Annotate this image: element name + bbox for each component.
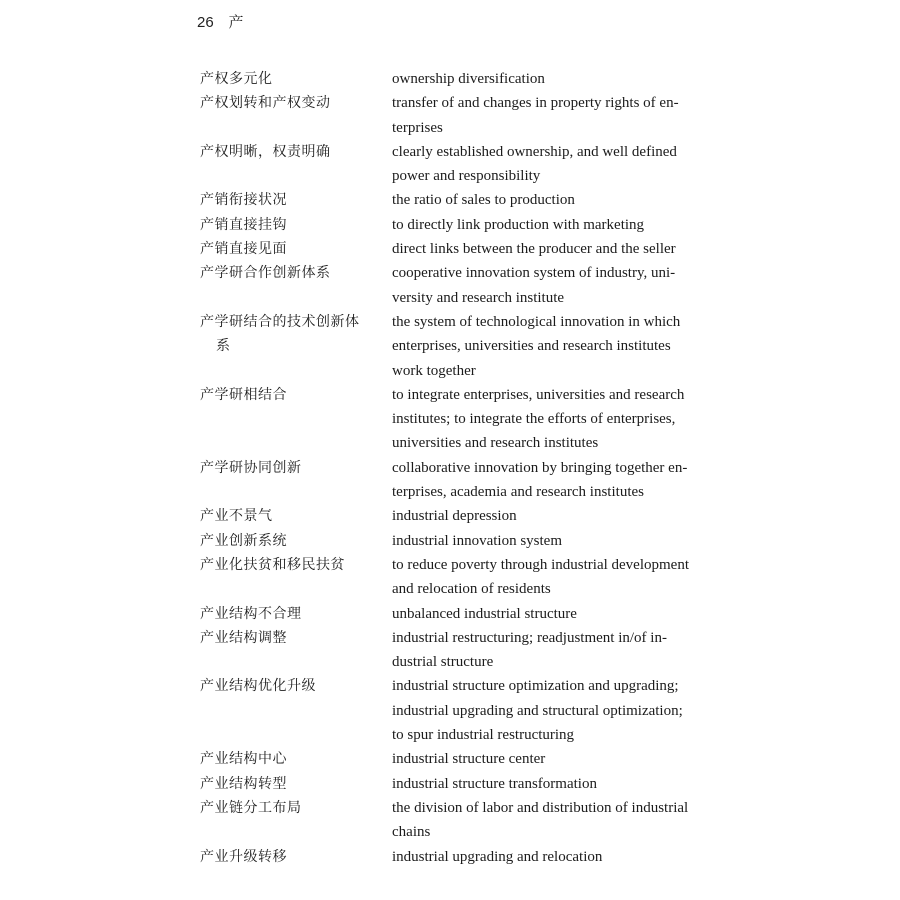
chinese-term	[197, 261, 392, 310]
definition-line: terprises, academia and research institutes	[392, 484, 644, 501]
page-number: 26	[197, 14, 214, 31]
glossary-entry	[197, 310, 727, 383]
english-definition	[392, 674, 727, 747]
glossary-entry	[197, 845, 727, 869]
definition-line: terprises	[392, 119, 443, 136]
english-definition	[392, 504, 727, 528]
definition-line: transfer of and changes in property rights of en-	[392, 95, 679, 112]
definition-line: versity and research institute	[392, 289, 565, 306]
chinese-term	[197, 626, 392, 675]
english-definition	[392, 188, 727, 212]
chinese-term-line: 产业结构不合理	[200, 605, 302, 622]
definition-line: industrial structure optimization and upgrading;	[392, 678, 679, 695]
glossary-entry	[197, 504, 727, 528]
chinese-term	[197, 67, 392, 91]
english-definition	[392, 796, 727, 845]
english-definition	[392, 261, 727, 310]
definition-line: industrial innovation system	[392, 532, 562, 549]
english-definition	[392, 602, 727, 626]
chinese-term	[197, 310, 392, 383]
definition-line: the ratio of sales to production	[392, 192, 575, 209]
definition-line: industrial upgrading and structural optimization;	[392, 702, 683, 719]
definition-line: clearly established ownership, and well defined	[392, 143, 677, 160]
chinese-term	[197, 188, 392, 212]
english-definition	[392, 456, 727, 505]
glossary-entry	[197, 626, 727, 675]
definition-line: work together	[392, 362, 476, 379]
definition-line: and relocation of residents	[392, 581, 551, 598]
glossary-entry	[197, 188, 727, 212]
definition-line: institutes; to integrate the efforts of enterprises,	[392, 411, 676, 428]
chinese-term-line: 产权多元化	[200, 71, 273, 87]
definition-line: power and responsibility	[392, 168, 541, 185]
chinese-term	[197, 456, 392, 505]
chinese-term	[197, 140, 392, 189]
glossary-list	[197, 67, 727, 869]
glossary-entry	[197, 237, 727, 261]
chinese-term	[197, 845, 392, 869]
chinese-term-line: 产销衔接状况	[200, 192, 287, 209]
chinese-term-line: 产权明晰，权责明确	[200, 143, 331, 160]
english-definition	[392, 553, 727, 602]
english-definition	[392, 529, 727, 553]
english-definition	[392, 310, 727, 383]
english-definition	[392, 626, 727, 675]
definition-line: enterprises, universities and research institutes	[392, 338, 671, 355]
definition-line: chains	[392, 824, 431, 841]
english-definition	[392, 140, 727, 189]
english-definition	[392, 845, 727, 869]
english-definition	[392, 91, 727, 140]
chinese-term-line: 产业结构中心	[200, 751, 287, 768]
chinese-term-line: 产学研协同创新	[200, 459, 302, 476]
chinese-term-line: 产业升级转移	[200, 848, 287, 865]
definition-line: dustrial structure	[392, 654, 494, 671]
glossary-entry	[197, 67, 727, 91]
chinese-term	[197, 553, 392, 602]
definition-line: to integrate enterprises, universities and research	[392, 386, 685, 403]
glossary-entry	[197, 213, 727, 237]
chinese-term-line: 产业化扶贫和移民扶贫	[200, 556, 345, 573]
definition-line: industrial structure center	[392, 751, 546, 768]
chinese-term	[197, 504, 392, 528]
glossary-entry	[197, 674, 727, 747]
glossary-entry	[197, 456, 727, 505]
section-character: 产	[228, 13, 244, 31]
definition-line: industrial upgrading and relocation	[392, 848, 603, 865]
chinese-term	[197, 674, 392, 747]
definition-line: universities and research institutes	[392, 435, 599, 452]
glossary-entry	[197, 796, 727, 845]
definition-line: to directly link production with marketing	[392, 216, 645, 233]
definition-line: industrial restructuring; readjustment in/of in-	[392, 629, 667, 646]
glossary-entry	[197, 529, 727, 553]
definition-line: ownership diversification	[392, 71, 545, 87]
chinese-term-line: 产业结构转型	[200, 775, 287, 792]
english-definition	[392, 237, 727, 261]
english-definition	[392, 772, 727, 796]
english-definition	[392, 747, 727, 771]
chinese-term-line: 产业不景气	[200, 508, 273, 525]
chinese-term	[197, 91, 392, 140]
definition-line: to reduce poverty through industrial development	[392, 556, 690, 573]
glossary-entry	[197, 140, 727, 189]
glossary-entry	[197, 772, 727, 796]
glossary-entry	[197, 747, 727, 771]
chinese-term-line: 产业结构优化升级	[200, 678, 316, 695]
definition-line: cooperative innovation system of industry, uni-	[392, 265, 676, 282]
glossary-entry	[197, 91, 727, 140]
definition-line: industrial depression	[392, 508, 517, 525]
definition-line: unbalanced industrial structure	[392, 605, 577, 622]
english-definition	[392, 383, 727, 456]
chinese-term	[197, 529, 392, 553]
glossary-entry	[197, 261, 727, 310]
definition-line: collaborative innovation by bringing together en-	[392, 459, 688, 476]
glossary-entry	[197, 383, 727, 456]
definition-line: industrial structure transformation	[392, 775, 597, 792]
chinese-term-line: 产权划转和产权变动	[200, 95, 331, 112]
chinese-term	[197, 602, 392, 626]
definition-line: the division of labor and distribution of industrial	[392, 799, 689, 816]
chinese-term	[197, 772, 392, 796]
chinese-term-line: 产学研相结合	[200, 386, 287, 403]
definition-line: to spur industrial restructuring	[392, 727, 575, 744]
chinese-term	[197, 747, 392, 771]
definition-line: the system of technological innovation in which	[392, 313, 681, 330]
chinese-term-line: 系	[216, 338, 231, 355]
chinese-term	[197, 383, 392, 456]
chinese-term-line: 产业结构调整	[200, 629, 287, 646]
definition-line: direct links between the producer and the seller	[392, 241, 676, 258]
english-definition	[392, 213, 727, 237]
chinese-term-line: 产业创新系统	[200, 532, 287, 549]
chinese-term-line: 产学研结合的技术创新体	[200, 313, 360, 330]
chinese-term	[197, 237, 392, 261]
english-definition	[392, 67, 727, 91]
chinese-term-line: 产学研合作创新体系	[200, 265, 331, 282]
chinese-term-line: 产销直接见面	[200, 241, 287, 258]
glossary-entry	[197, 553, 727, 602]
chinese-term	[197, 796, 392, 845]
chinese-term-line: 产销直接挂钩	[200, 216, 287, 233]
chinese-term	[197, 213, 392, 237]
running-header	[197, 11, 243, 32]
glossary-entry	[197, 602, 727, 626]
chinese-term-line: 产业链分工布局	[200, 799, 302, 816]
